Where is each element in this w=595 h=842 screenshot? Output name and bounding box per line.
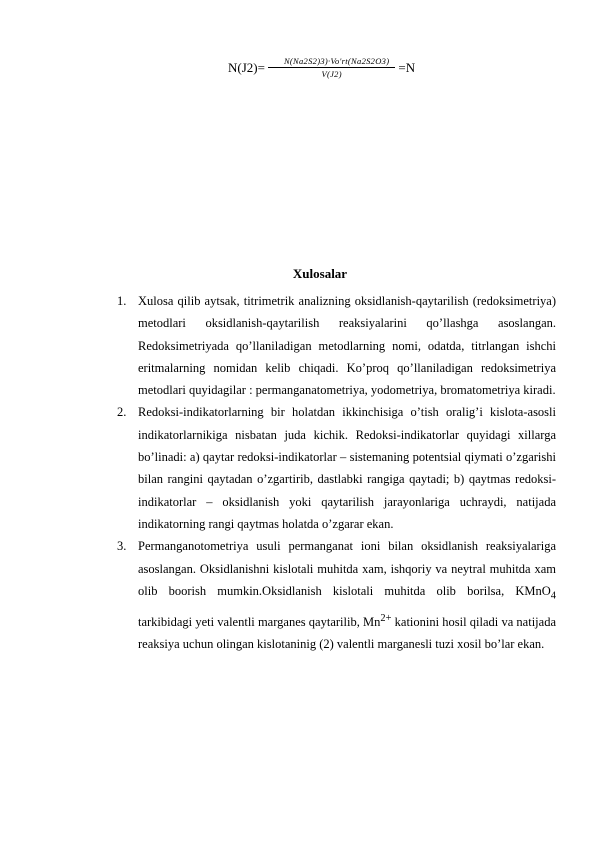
list-marker: 2. — [117, 405, 127, 420]
conclusions-list — [117, 290, 556, 655]
text-part: tarkibidagi yeti valentli marganes qaytarilib, Mn — [138, 614, 381, 629]
subscript: 4 — [550, 590, 556, 602]
list-item-text — [138, 535, 556, 655]
list-item-text: Xulosa qilib aytsak, titrimetrik analizning oksidlanish-qaytarilish (redoksimetriya) metodlari oksidlanish-qaytarilish reaksiyalarini qo’llashga asoslangan. Redoksimetriyada qo’llaniladigan metodlarning nomi, odatda, titrlangan ishchi eritmalarning nomidan kelib chiqadi. Ko’proq qo’llaniladigan redoksimetriya metodlari quyidagilar : permanganatometriya, yodometriya, bromatometriya kiradi. — [138, 294, 556, 398]
list-item — [117, 535, 556, 655]
list-item-text: Redoksi-indikatorlarning bir holatdan ikkinchisiga o’tish oralig’i kislota-asosli indikatorlarnikiga nisbatan juda kichik. Redoksi-indikatorlar quyidagi xillarga bo’linadi: a) qaytar redoksi-indikatorlar – sistemaning potentsial qiymati o’zgarishi bilan rangini qaytadan o’zgartirib, dastlabki rangiga qaytadi; b) qaytmas redoksi-indikatorlar – oksidlanish yoki qaytarilish jarayonlariga uchraydi, natijada indikatorning rangi qaytmas holatda o’zgarar ekan. — [138, 405, 556, 531]
formula-rhs: =N — [398, 59, 416, 75]
formula-fraction — [268, 56, 395, 79]
text-part: kationini hosil qiladi va natijada reaksiya uchun olingan kislotaninig (2) valentli marganesli tuzi xosil bo’lar ekan. — [138, 614, 556, 652]
text-part: Permanganotometriya usuli permanganat ioni bilan oksidlanish reaksiyalariga asoslangan. Oksidlanishni kislotali muhitda xam, ishqoriy va neytral muhitda xam olib boorish mumkin.Oksidlanish kislotali muhitda olib borilsa, KMnO — [138, 539, 556, 598]
section-heading: Xulosalar — [292, 266, 348, 281]
list-item — [117, 401, 556, 535]
formula-numerator: N(Na2S2)3)·Vo'rt(Na2S2O3) — [268, 56, 395, 68]
formula-lhs: N(J2)= — [228, 59, 265, 75]
list-marker: 3. — [117, 539, 127, 554]
list-item — [117, 290, 556, 401]
superscript: 2+ — [380, 612, 392, 624]
list-marker: 1. — [117, 294, 127, 308]
titration-formula — [228, 56, 415, 79]
formula-denominator: V(J2) — [321, 69, 342, 79]
